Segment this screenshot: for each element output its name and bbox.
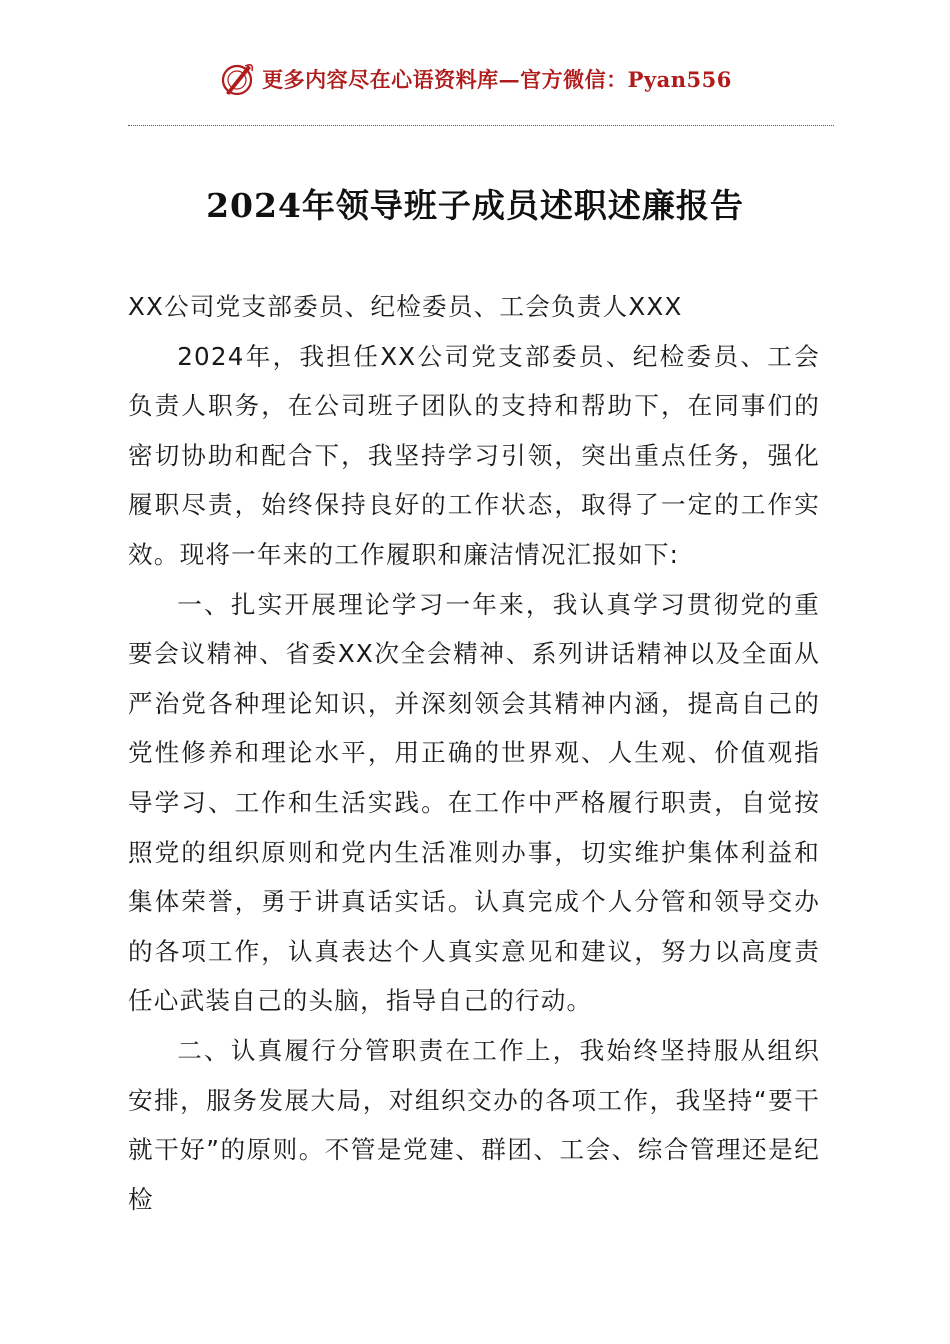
page-header bbox=[0, 60, 950, 100]
header-text: 更多内容尽在心语资料库—官方微信：Pyan556 bbox=[262, 67, 732, 92]
quill-pen-logo-icon bbox=[218, 60, 256, 98]
header-banner bbox=[218, 60, 732, 98]
document-body bbox=[128, 282, 820, 1224]
document-title: 2024年领导班子成员述职述廉报告 bbox=[206, 186, 744, 225]
header-divider bbox=[128, 125, 834, 126]
paragraph-section-1: 一、扎实开展理论学习一年来，我认真学习贯彻党的重要会议精神、省委XX次全会精神、系列讲话精神以及全面从严治党各种理论知识，并深刻领会其精神内涵，提高自己的党性修养和理论水平，用正确的世界观、人生观、价值观指导学习、工作和生活实践。在工作中严格履行职责，自觉按照党的组织原则和党内生活准则办事，切实维护集体利益和集体荣誉，勇于讲真话实话。认真完成个人分管和领导交办的各项工作，认真表达个人真实意见和建议，努力以高度责任心武装自己的头脑，指导自己的行动。 bbox=[128, 589, 820, 1016]
paragraph-section-2: 二、认真履行分管职责在工作上，我始终坚持服从组织安排，服务发展大局，对组织交办的各项工作，我坚持“要干就干好”的原则。不管是党建、群团、工会、综合管理还是纪检 bbox=[128, 1035, 820, 1214]
author-line: XX公司党支部委员、纪检委员、工会负责人XXX bbox=[128, 292, 683, 321]
paragraph-intro: 2024年，我担任XX公司党支部委员、纪检委员、工会负责人职务，在公司班子团队的支持和帮助下，在同事们的密切协助和配合下，我坚持学习引领，突出重点任务，强化履职尽责，始终保持良好的工作状态，取得了一定的工作实效。现将一年来的工作履职和廉洁情况汇报如下: bbox=[128, 341, 820, 569]
